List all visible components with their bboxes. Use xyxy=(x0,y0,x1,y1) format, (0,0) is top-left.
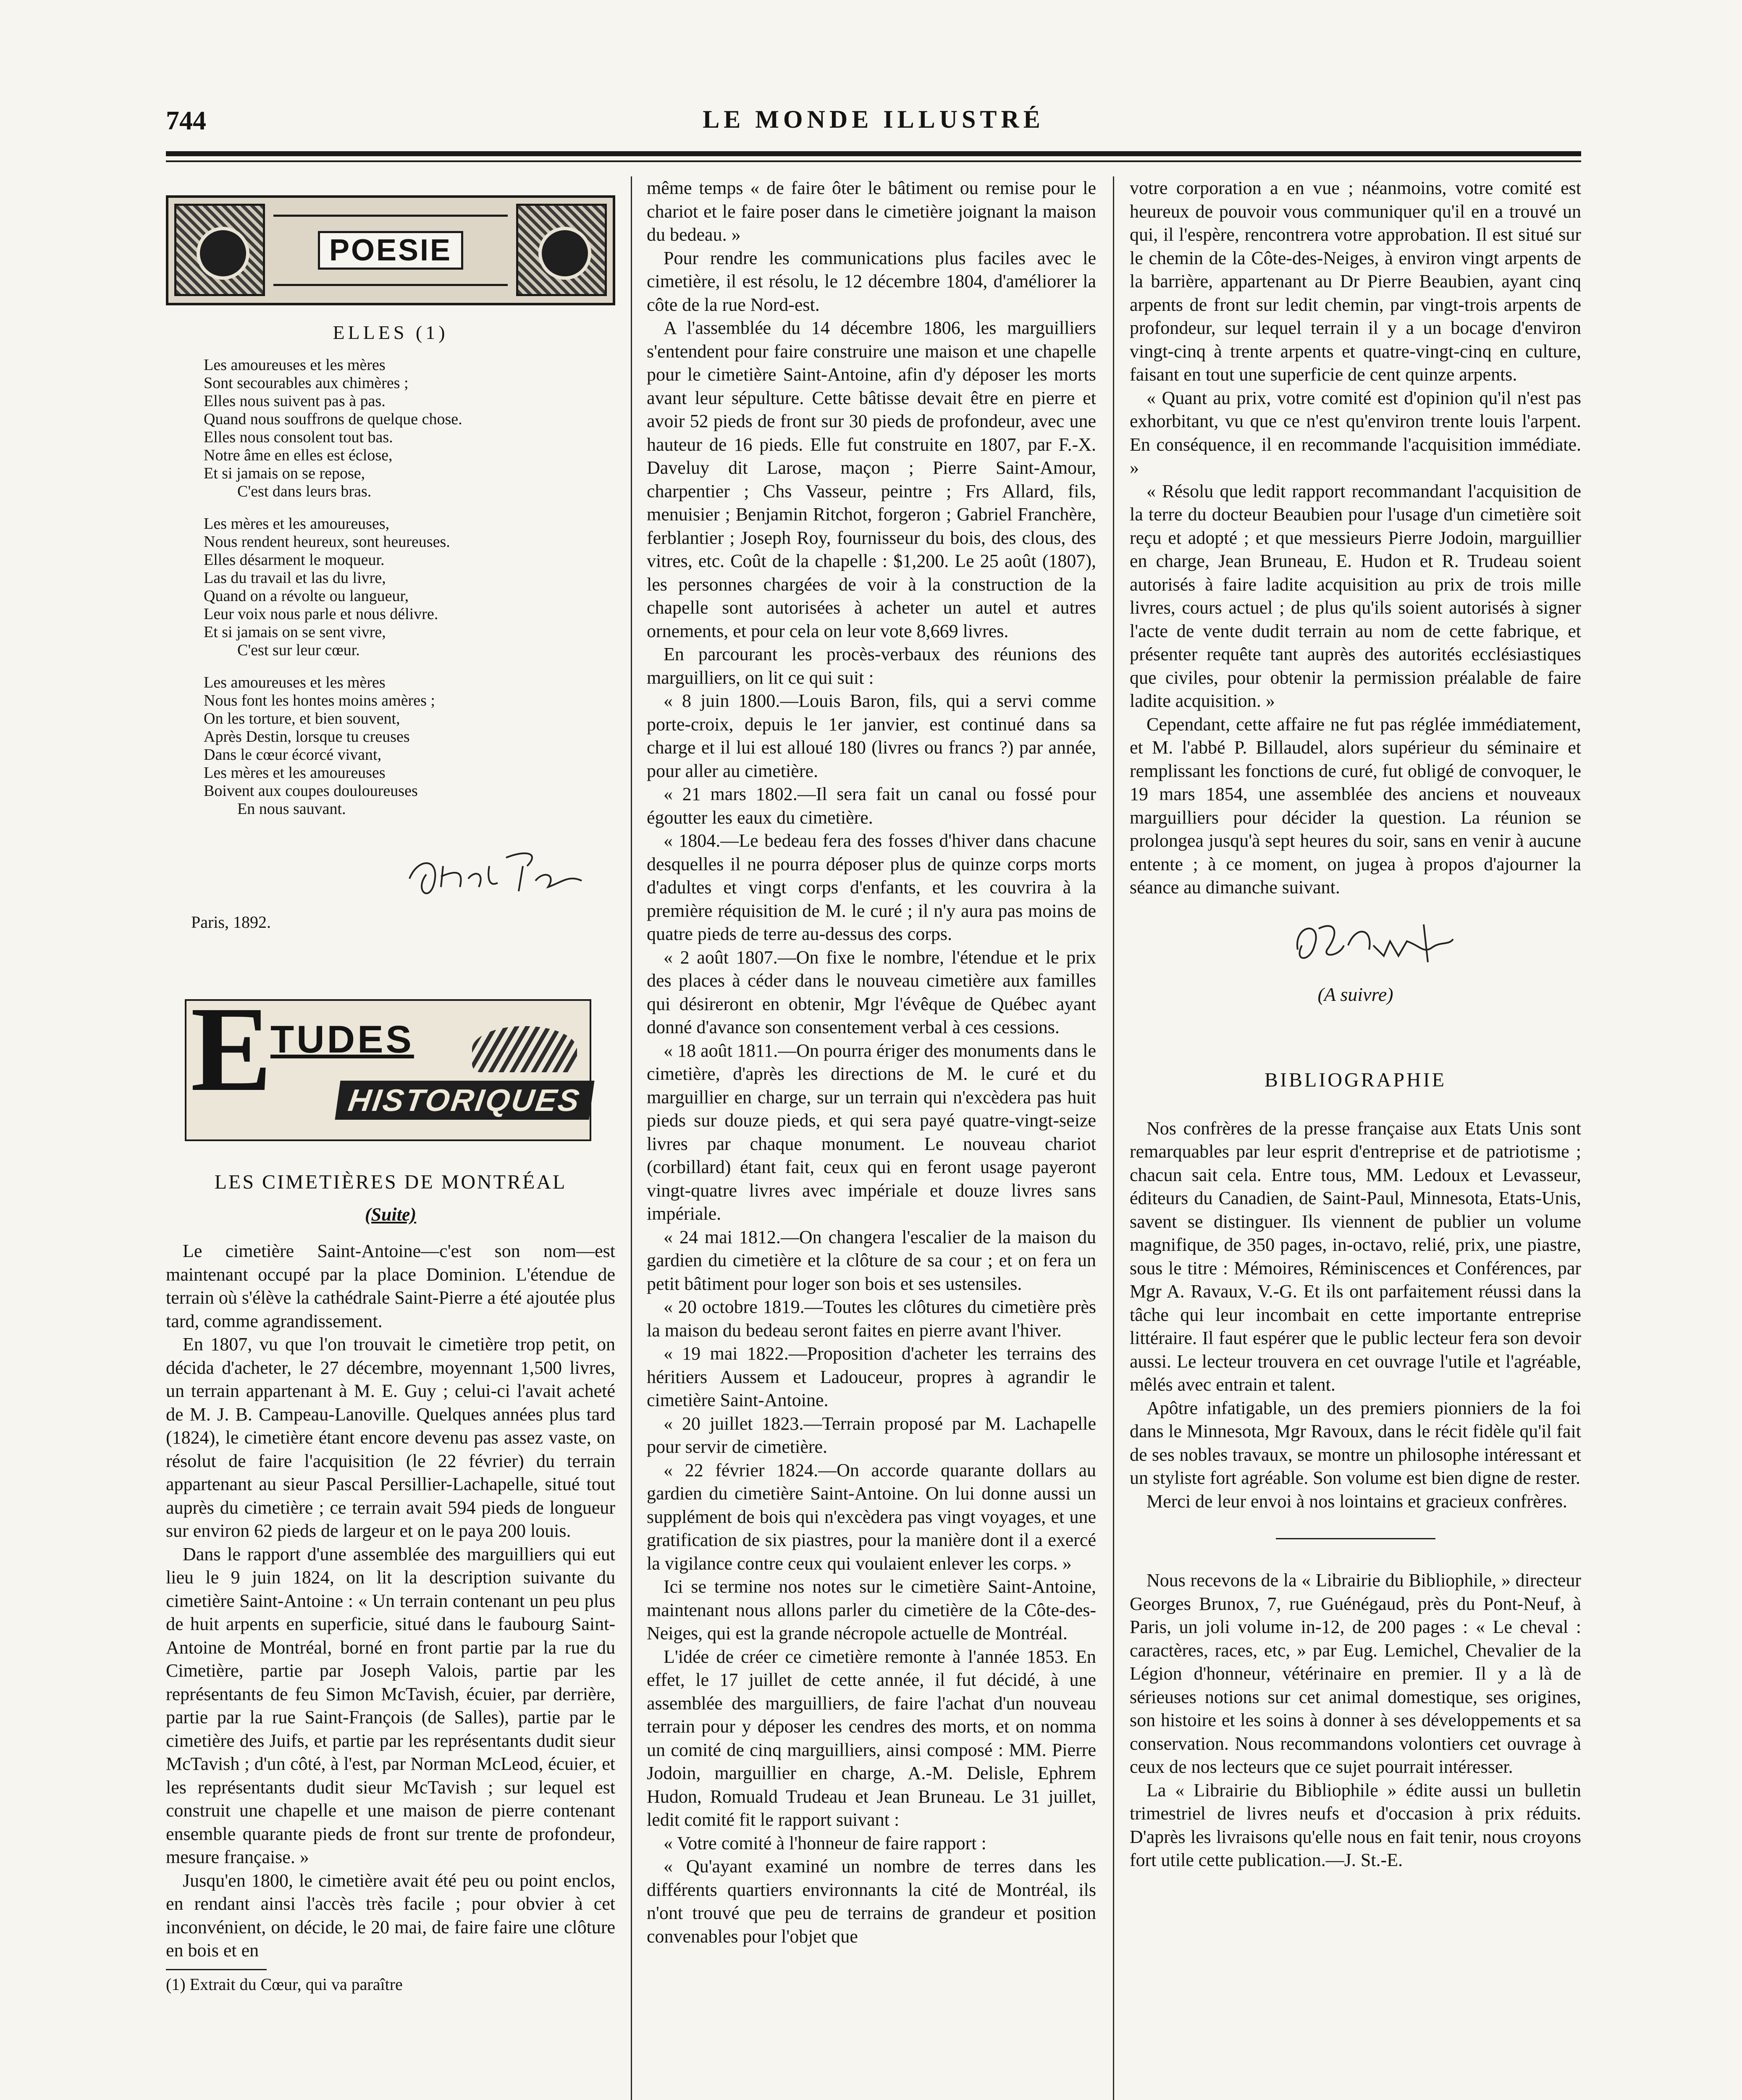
paragraph: « 20 octobre 1819.—Toutes les clôtures du cimetière près la maison du bedeau seront faites en pierre avant l'hiver. xyxy=(647,1297,1096,1341)
author-signature xyxy=(1130,899,1581,983)
footnote: (1) Extrait du Cœur, qui va paraître xyxy=(166,1974,403,1994)
verse-line: Dans le cœur écorcé vivant, xyxy=(204,746,382,764)
verse-line: En nous sauvant. xyxy=(237,800,346,818)
paragraph: « Votre comité à l'honneur de faire rapport : xyxy=(664,1832,986,1853)
paragraph: En parcourant les procès-verbaux des réunions des marguilliers, on lit ce qui suit : xyxy=(647,644,1096,688)
paragraph: A l'assemblée du 14 décembre 1806, les marguilliers s'entendent pour faire construire une maison et une chapelle pour le cimetière Saint-Antoine, afin d'y déposer les morts avant leur sépulture. Cette bâtisse devait être en pierre et avoir 52 pieds de front sur 30 pieds de profondeur, avec une hauteur de 16 pieds. Elle fut construite en 1807, par F.-X. Daveluy dit Larose, maçon ; Pierre Saint-Amour, charpentier ; Chs Vasseur, peintre ; Frs Allard, fils, menuisier ; Benjamin Ritchot, forgeron ; Gabriel Franchère, ferblantier ; Joseph Roy, fournisseur du bois, des clous, des vitres, etc. Coût de la chapelle : $1,200. Le 25 août (1807), les personnes chargées de voir à la construction de la chapelle sont autorisées à acheter un autel et autres ornements, et pour cela on leur vote 8,669 livres. xyxy=(647,318,1096,641)
verse-line: Nous font les hontes moins amères ; xyxy=(204,692,435,709)
verse-line: Las du travail et las du livre, xyxy=(204,569,386,587)
verse-line: Elles nous consolent tout bas. xyxy=(204,428,393,446)
paragraph: Le cimetière Saint-Antoine—c'est son nom—est maintenant occupé par la place Dominion. L'étendue de terrain où s'élève la cathédrale Saint-Pierre a été ajoutée plus tard, comme agrandissement. xyxy=(166,1241,615,1331)
etudes-historiques-banner xyxy=(185,982,591,1141)
masthead xyxy=(166,105,1581,143)
poesie-label: POESIE xyxy=(318,231,463,270)
article-title: LES CIMETIÈRES DE MONTRÉAL xyxy=(214,1171,567,1193)
paragraph: « 21 mars 1802.—Il sera fait un canal ou fossé pour égoutter les eaux du cimetière. xyxy=(647,784,1096,828)
ornament-icon xyxy=(174,204,265,296)
masthead-rule-thin xyxy=(166,160,1581,162)
paragraph: « 20 juillet 1823.—Terrain proposé par M. Lachapelle pour servir de cimetière. xyxy=(647,1413,1096,1457)
column-divider xyxy=(631,176,632,2100)
poesie-banner xyxy=(166,195,615,305)
poem-stanza xyxy=(204,356,615,501)
poem-stanza xyxy=(204,674,615,818)
verse-line: Et si jamais on se sent vivre, xyxy=(204,623,386,641)
place-date: Paris, 1892. xyxy=(191,913,271,932)
bibliography-title: BIBLIOGRAPHIE xyxy=(1265,1068,1446,1091)
paragraph: même temps « de faire ôter le bâtiment ou remise pour le chariot et le faire poser dans le cimetière joignant la maison du bedeau. » xyxy=(647,178,1096,245)
paragraph: Jusqu'en 1800, le cimetière avait été peu ou point enclos, en rendant ainsi l'accès très facile ; pour obvier à cet inconvénient, on décide, le 20 mai, de faire faire une clôture en bois et en xyxy=(166,1870,615,1961)
paragraph: « 1804.—Le bedeau fera des fosses d'hiver dans chacune desquelles il ne pourra déposer plus de quinze corps morts d'adultes et vingt corps d'enfants, et les couvrira à la première réquisition de M. le curé ; il n'y aura pas moins de quatre pieds de terre au-dessus des corps. xyxy=(647,830,1096,944)
etudes-letter: E xyxy=(191,982,272,1116)
paragraph: Ici se termine nos notes sur le cimetière Saint-Antoine, maintenant nous allons parler du cimetière de la Côte-des-Neiges, qui est la grande nécropole actuelle de Montréal. xyxy=(647,1576,1096,1643)
to-be-continued: (A suivre) xyxy=(1317,983,1393,1005)
column-divider xyxy=(1113,176,1114,2100)
verse-line: Les amoureuses et les mères xyxy=(204,356,386,374)
paragraph: Apôtre infatigable, un des premiers pionniers de la foi dans le Minnesota, Mgr Ravoux, dans le récit fidèle qu'il fait de ses nobles travaux, se montre un philosophe intéressant et un styliste fort agréable. Son volume est bien digne de rester. xyxy=(1130,1397,1581,1488)
paragraph: Merci de leur envoi à nos lointains et gracieux confrères. xyxy=(1146,1491,1567,1512)
verse-line: Et si jamais on se repose, xyxy=(204,465,365,482)
verse-line: Leur voix nous parle et nous délivre. xyxy=(204,605,438,623)
verse-line: Après Destin, lorsque tu creuses xyxy=(204,728,410,746)
paragraph: « 18 août 1811.—On pourra ériger des monuments dans le cimetière, d'après les directions de M. le curé et du marguillier en charge, sur un terrain qui n'excèdera pas huit pieds sur douze pieds, et qui sera payé quatre-vingt-seize livres par chaque monument. Le nouveau chariot (corbillard) étant fait, ceux qui en feront usage payeront vingt-quatre livres avec impériale et douze livres sans impériale. xyxy=(647,1040,1096,1224)
section-separator xyxy=(1276,1538,1435,1539)
verse-line: Notre âme en elles est éclose, xyxy=(204,446,393,464)
verse-line: Elles nous suivent pas à pas. xyxy=(204,392,386,410)
page-number: 744 xyxy=(166,105,206,135)
publication-title: LE MONDE ILLUSTRÉ xyxy=(703,105,1044,133)
verse-line: Les mères et les amoureuses, xyxy=(204,515,390,533)
column-2 xyxy=(647,176,1096,2100)
paragraph: « 19 mai 1822.—Proposition d'acheter les terrains des héritiers Aussem et Ladouceur, propres à agrandir le cimetière Saint-Antoine. xyxy=(647,1343,1096,1410)
column-1 xyxy=(166,176,615,2100)
paragraph: Pour rendre les communications plus faciles avec le cimetière, il est résolu, le 12 décembre 1804, d'améliorer la côte de la rue Nord-est. xyxy=(647,247,1096,315)
paragraph: En 1807, vu que l'on trouvait le cimetière trop petit, on décida d'acheter, le 27 décembre, moyennant 1,500 livres, un terrain appartenant à M. E. Guy ; celui-ci l'avait acheté de M. J. B. Campeau-Lanoville. Quelques années plus tard (1824), le cimetière étant encore devenu pas assez vaste, on résolut de faire l'acquisition (le 22 février) du terrain appartenant au sieur Pascal Persillier-Lachapelle, situé tout auprès du cimetière ; ce terrain avait 594 pieds de longueur sur environ 62 pieds de largeur et on le paya 200 louis. xyxy=(166,1334,615,1541)
verse-line: On les torture, et bien souvent, xyxy=(204,710,400,727)
paragraph: Cependant, cette affaire ne fut pas réglée immédiatement, et M. l'abbé P. Billaudel, alors supérieur du séminaire et remplissant les fonctions de curé, fut obligé de convoquer, le 19 mars 1854, une assemblée des anciens et nouveaux marguilliers pour décider la question. La réunion se prolongea jusqu'à sept heures du soir, sans en venir à aucune entente ; à ce moment, on jugea à propos d'ajourner la séance au dimanche suivant. xyxy=(1130,714,1581,898)
paragraph: Dans le rapport d'une assemblée des marguilliers qui eut lieu le 9 juin 1824, on lit la description suivante du cimetière Saint-Antoine : « Un terrain contenant un peu plus de huit arpents en superficie, situé dans le faubourg Saint-Antoine de Montréal, borné en front partie par la rue du Cimetière, partie par Joseph Valois, partie par les représentants de feu Simon McTavish, écuier, par derrière, partie par la rue Saint-François (de Salles), partie par le cimetière des Juifs, et partie par les représentants dudit sieur McTavish ; d'un côté, à l'est, par Norman McLeod, écuier, et les représentants dudit sieur McTavish ; sur lequel est construit une chapelle et une maison de pierre contenant ensemble quarante pieds de front sur trente de profondeur, mesure française. » xyxy=(166,1544,615,1867)
paragraph: Nos confrères de la presse française aux Etats Unis sont remarquables par leur esprit d'entreprise et de patriotisme ; chacun sait cela. Entre tous, MM. Ledoux et Levasseur, éditeurs du Canadien, de Saint-Paul, Minnesota, Etats-Unis, savent se distinguer. Ils viennent de publier un volume magnifique, de 350 pages, in-octavo, relié, prix, une piastre, sous le titre : Mémoires, Réminiscences et Conférences, par Mgr A. Ravaux, V.-G. Et ils ont parfaitement réussi dans la tâche qui leur incombait en cette importante entreprise littéraire. Il faut espérer que le public lecteur fera son devoir aussi. Le lecteur trouvera en cet ouvrage l'utile et l'agréable, mêlés avec entrain et talent. xyxy=(1130,1118,1581,1395)
paragraph: L'idée de créer ce cimetière remonte à l'année 1853. En effet, le 17 juillet de cette année, il fut décidé, à une assemblée des marguilliers, de faire l'achat d'un nouveau terrain pour y déposer les cendres des morts, et on nomma un comité de cinq marguilliers, ainsi composé : MM. Pierre Jodoin, marguillier en charge, A.-M. Delisle, Ephrem Hudon, Romuald Trudeau et Jean Bruneau. Le 31 juillet, ledit comité fit le rapport suivant : xyxy=(647,1646,1096,1830)
historiques-word: HISTORIQUES xyxy=(335,1081,594,1120)
paragraph: « Quant au prix, votre comité est d'opinion qu'il n'est pas exhorbitant, vu que ce n'est qu'environ trente louis l'arpent. En conséquence, il en recommande l'acquisition immédiate. » xyxy=(1130,387,1581,478)
verse-line: Les mères et les amoureuses xyxy=(204,764,386,782)
footnote-rule xyxy=(166,1969,267,1970)
verse-line: C'est sur leur cœur. xyxy=(237,641,360,659)
paragraph: « Résolu que ledit rapport recommandant l'acquisition de la terre du docteur Beaubien pour l'usage d'un cimetière soit reçu et adopté ; et que messieurs Pierre Jodoin, marguillier en charge, Jean Bruneau, E. Hudon et R. Trudeau soient autorisés à faire ladite acquisition au prix de trois mille livres, cours actuel ; de plus qu'ils soient autorisés à signer l'acte de vente dudit terrain au nom de cette fabrique, et présenter requête tant auprès des autorités ecclésiastiques que civiles, pour obtenir la permission préalable de faire ladite acquisition. » xyxy=(1130,480,1581,711)
poem-stanza xyxy=(204,515,615,659)
paragraph: « Qu'ayant examiné un nombre de terres dans les différents quartiers environnants la cité de Montréal, ils n'ont trouvé que peu de terrains de grandeur et position convenables pour l'objet que xyxy=(647,1856,1096,1947)
verse-line: Quand nous souffrons de quelque chose. xyxy=(204,410,462,428)
paragraph: La « Librairie du Bibliophile » édite aussi un bulletin trimestriel de livres neufs et d'occasion à prix réduits. D'après les livraisons qu'elle nous en fait tenir, nous croyons fort utile cette publication.—J. St.-E. xyxy=(1130,1780,1581,1870)
masthead-rule-thick xyxy=(166,151,1581,156)
paragraph: « 22 février 1824.—On accorde quarante dollars au gardien du cimetière Saint-Antoine. On lui donne aussi un supplément de bois qui n'excèdera pas vingt voyages, et une gratification de six piastres, pour la manière dont il a exercé la vigilance contre ceux qui voulaient enlever les corps. » xyxy=(647,1460,1096,1574)
paragraph: « 24 mai 1812.—On changera l'escalier de la maison du gardien du cimetière et la clôture de sa cour ; et on fera un petit bâtiment pour loger son bois et ses ustensiles. xyxy=(647,1226,1096,1294)
verse-line: Nous rendent heureux, sont heureuses. xyxy=(204,533,450,551)
still-life-icon xyxy=(472,1026,577,1072)
etudes-word: TUDES xyxy=(270,1018,414,1061)
verse-line: Boivent aux coupes douloureuses xyxy=(204,782,418,800)
verse-line: Quand on a révolte ou langueur, xyxy=(204,587,409,605)
paragraph: « 2 août 1807.—On fixe le nombre, l'étendue et le prix des places à céder dans le nouveau cimetière aux familles qui désireront en obtenir, Mgr l'évêque de Québec ayant donné d'avance son consentement verbal à ces cessions. xyxy=(647,947,1096,1037)
verse-line: Les amoureuses et les mères xyxy=(204,674,386,691)
paragraph: votre corporation a en vue ; néanmoins, votre comité est heureux de pouvoir vous communiquer qu'il en a trouvé un qui, il l'espère, rencontrera votre approbation. Il est situé sur le chemin de la Côte-des-Neiges, à environ vingt arpents de la barrière, appartenant au Dr Pierre Beaubien, ayant cinq arpents de front sur ledit chemin, par vingt-trois arpents de profondeur, sur lequel terrain il y a un bocage d'environ vingt-cinq à trente arpents et quatre-vingt-cinq en culture, faisant en tout une superficie de cent quinze arpents. xyxy=(1130,178,1581,385)
verse-line: C'est dans leurs bras. xyxy=(237,483,372,500)
verse-line: Elles désarment le moqueur. xyxy=(204,551,385,569)
author-signature xyxy=(166,832,615,912)
column-3 xyxy=(1130,176,1581,2100)
ornament-icon xyxy=(516,204,607,296)
paragraph: « 8 juin 1800.—Louis Baron, fils, qui a servi comme porte-croix, depuis le 1er janvier, est continué dans sa charge et il lui est alloué 180 (livres ou francs ?) par année, pour aller au cimetière. xyxy=(647,690,1096,781)
verse-line: Sont secourables aux chimères ; xyxy=(204,374,409,392)
article-subtitle: (Suite) xyxy=(365,1204,417,1225)
poem-title: ELLES (1) xyxy=(333,322,449,343)
paragraph: Nous recevons de la « Librairie du Bibliophile, » directeur Georges Brunox, 7, rue Guénégaud, près du Pont-Neuf, à Paris, un joli volume in-12, de 200 pages : « Le cheval : caractères, races, etc, » par Eug. Lemichel, Chevalier de la Légion d'honneur, vétérinaire en premier. Il y a là de sérieuses notions sur cet animal domestique, ses origines, son histoire et les soins à donner à ses développements et sa conservation. Nous recommandons volontiers cet ouvrage à ceux de nos lecteurs que ce sujet pourrait intéresser. xyxy=(1130,1570,1581,1777)
